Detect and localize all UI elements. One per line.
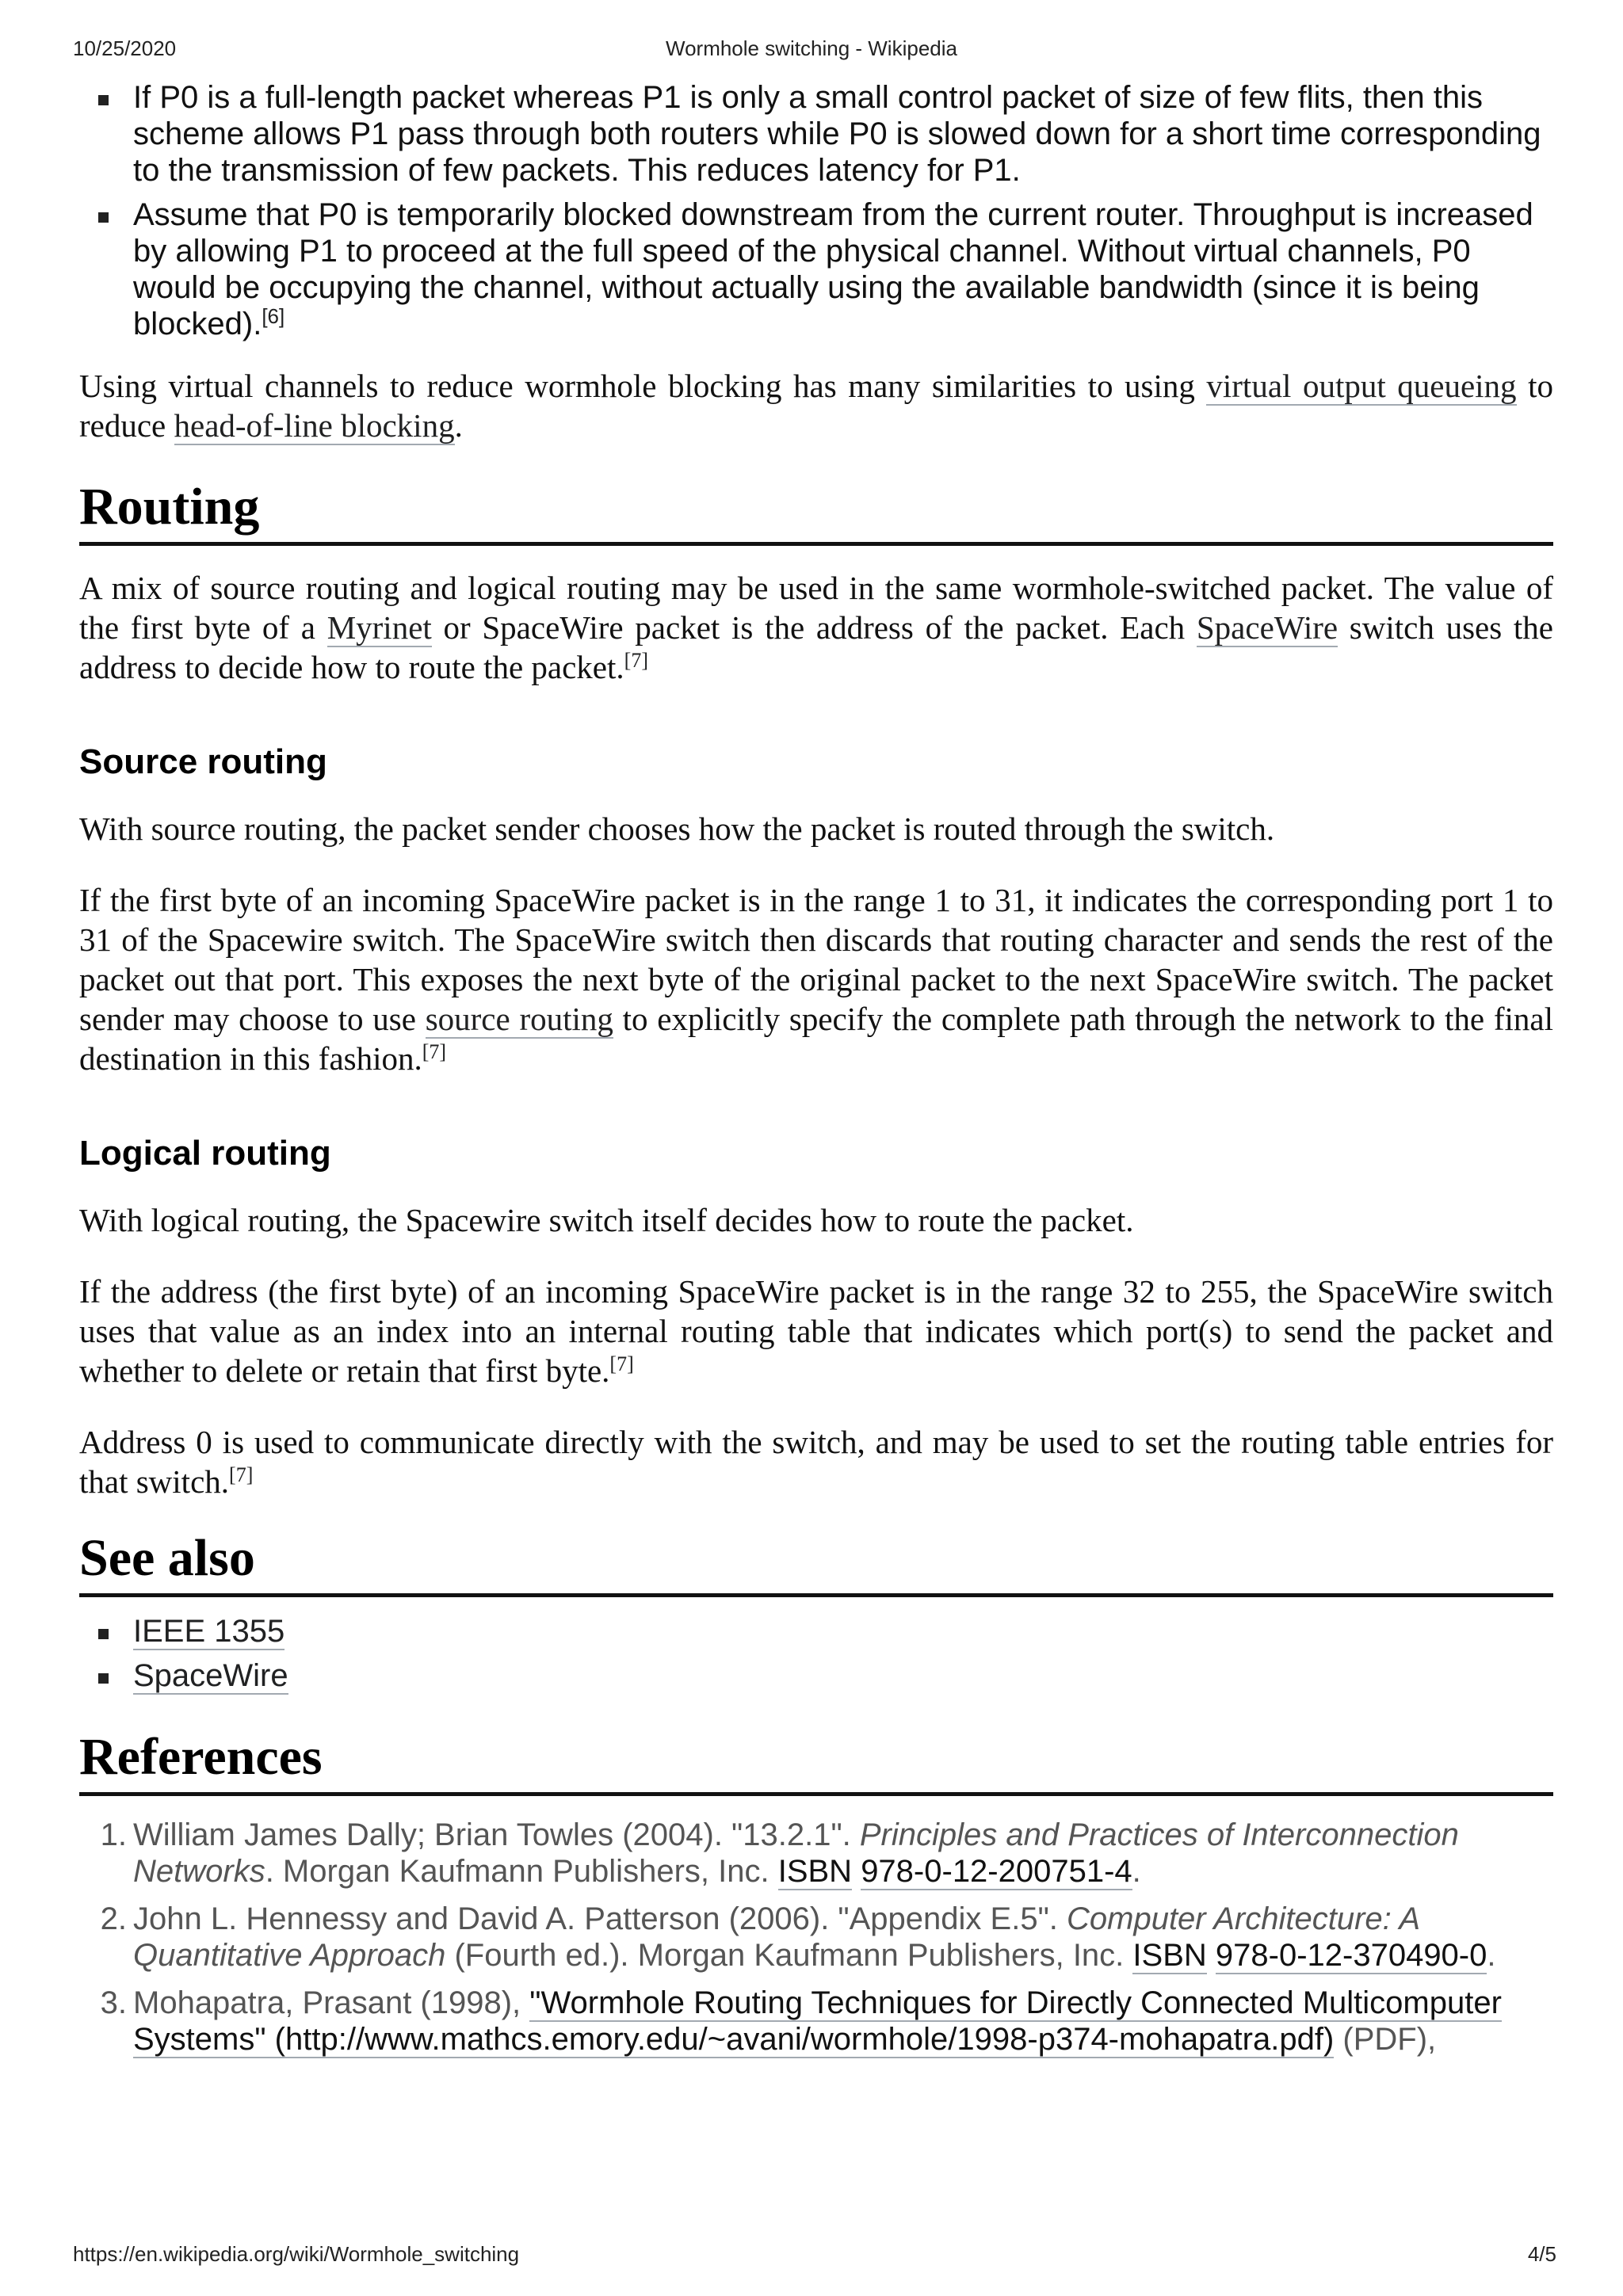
text-run: to explicitly specify the complete path through the network to the final destination in this fashion. (79, 1001, 1553, 1077)
text-run: Mohapatra, Prasant (1998), (133, 1985, 530, 2020)
print-footer (0, 2242, 1623, 2274)
text-run: William James Dally; Brian Towles (2004). "13.2.1". (133, 1817, 860, 1852)
text-run: Address 0 is used to communicate directly with the switch, and may be used to set the routing table entries for that switch. (79, 1424, 1553, 1500)
paragraph-logical-routing-intro: With logical routing, the Spacewire switch itself decides how to route the packet. (79, 1202, 1134, 1238)
isbn-link[interactable]: 978-0-12-370490-0 (1215, 1938, 1487, 1973)
citation-ref[interactable] (624, 649, 648, 672)
reference-number: 3. (100, 1985, 127, 2020)
print-url: https://en.wikipedia.org/wiki/Wormhole_switching (73, 2242, 520, 2266)
bullet-text: Assume that P0 is temporarily blocked downstream from the current router. Throughput is increased by allowing P1 to proceed at the full speed of the physical channel. Without virtual channels, P0 would be occupying the channel, without actually using the available bandwidth (since it is being blocked). (133, 197, 1533, 341)
reference-pdf-link[interactable]: "Wormhole Routing Techniques for Directly Connected Multicomputer Systems" (http://www.mathcs.emory.edu/~avani/wormhole/1998-p374-mohapatra.pdf) (133, 1985, 1502, 2057)
paragraph-virtual-channels (79, 366, 1553, 445)
text-run: (PDF), (1334, 2022, 1437, 2057)
reference-title: Principles and Practices of Interconnection Networks (133, 1817, 1459, 1889)
bullet-icon (98, 212, 109, 223)
reference-number: 1. (100, 1817, 127, 1852)
heading-logical-routing: Logical routing (79, 1134, 331, 1173)
print-date: 10/25/2020 (73, 36, 177, 60)
text-run: . Morgan Kaufmann Publishers, Inc. (265, 1854, 778, 1889)
link-head-of-line-blocking[interactable]: head-of-line blocking (174, 407, 455, 444)
heading-references: References (79, 1726, 1553, 1796)
bullet-text: If P0 is a full-length packet whereas P1 is only a small control packet of size of few flits, then this scheme allows P1 pass through both routers while P0 is slowed down for a short time corresponding to the transmission of few packets. This reduces latency for P1. (133, 80, 1541, 188)
page-number: 4/5 (1527, 2242, 1556, 2266)
citation-ref[interactable] (229, 1463, 253, 1486)
paragraph-address-zero (79, 1422, 1553, 1501)
list-item (79, 1613, 1553, 1650)
text-run: John L. Hennessy and David A. Patterson (2006). "Appendix E.5". (133, 1901, 1067, 1936)
heading-routing: Routing (79, 475, 1553, 546)
citation-link[interactable]: [6] (262, 304, 285, 328)
list-item (79, 196, 1553, 342)
citation-link[interactable]: [7] (624, 649, 648, 672)
paragraph-logical-routing-detail (79, 1272, 1553, 1390)
link-ieee-1355[interactable]: IEEE 1355 (133, 1614, 285, 1649)
reference-title: Computer Architecture: A Quantitative Approach (133, 1901, 1419, 1973)
link-source-routing[interactable]: source routing (425, 1001, 613, 1037)
paragraph-source-routing-intro: With source routing, the packet sender chooses how the packet is routed through the switch. (79, 810, 1275, 847)
link-virtual-output-queueing[interactable]: virtual output queueing (1206, 368, 1517, 404)
isbn-link[interactable]: 978-0-12-200751-4 (861, 1854, 1132, 1889)
citation-ref[interactable] (422, 1040, 446, 1063)
article-content (79, 79, 1553, 2069)
text-run: A mix of source routing and logical routing may be used in the same wormhole-switched packet. The value of the first byte of a (79, 570, 1553, 646)
text-run: If the address (the first byte) of an incoming SpaceWire packet is in the range 32 to 255, the SpaceWire switch uses that value as an index into an internal routing table that indicates which port(s) to send the packet and whether to delete or retain that first byte. (79, 1273, 1553, 1389)
citation-link[interactable]: [7] (609, 1352, 634, 1375)
link-spacewire-see-also[interactable]: SpaceWire (133, 1658, 288, 1693)
paragraph-routing (79, 568, 1553, 687)
isbn-label-link[interactable]: ISBN (777, 1854, 853, 1889)
see-also-list (79, 1613, 1553, 1694)
link-spacewire[interactable]: SpaceWire (1196, 609, 1338, 646)
link-myrinet[interactable]: Myrinet (327, 609, 432, 646)
citation-ref[interactable] (262, 304, 285, 328)
citation-link[interactable]: [7] (422, 1040, 447, 1063)
reference-number: 2. (100, 1901, 127, 1936)
text-run: to reduce (79, 368, 1553, 444)
text-run: Using virtual channels to reduce wormhole blocking has many similarities to using (79, 368, 1207, 404)
bullet-icon (98, 95, 109, 105)
text-run: (Fourth ed.). Morgan Kaufmann Publishers, Inc. (445, 1938, 1133, 1973)
heading-see-also: See also (79, 1527, 1553, 1597)
bullet-list (79, 79, 1553, 342)
text-run: or SpaceWire packet is the address of the packet. Each (431, 609, 1197, 646)
text-run: . (1132, 1854, 1141, 1889)
text-run: switch uses the address to decide how to route the packet. (79, 609, 1553, 685)
print-title: Wormhole switching - Wikipedia (666, 36, 957, 60)
reference-item (79, 1985, 1553, 2058)
reference-item (79, 1901, 1553, 1974)
list-item (79, 79, 1553, 189)
text-run: . (454, 407, 463, 444)
heading-source-routing: Source routing (79, 742, 327, 781)
list-item (79, 1657, 1553, 1694)
bullet-icon (98, 1629, 109, 1639)
print-header (0, 36, 1623, 68)
reference-item (79, 1817, 1553, 1890)
bullet-icon (98, 1673, 109, 1684)
citation-link[interactable]: [7] (229, 1463, 254, 1486)
references-list (79, 1817, 1553, 2058)
citation-ref[interactable] (609, 1352, 633, 1375)
text-run: If the first byte of an incoming SpaceWire packet is in the range 1 to 31, it indicates the corresponding port 1 to 31 of the Spacewire switch. The SpaceWire switch then discards that routing character and sends the rest of the packet out that port. This exposes the next byte of the original packet to the next SpaceWire switch. The packet sender may choose to use (79, 882, 1553, 1037)
text-run: . (1487, 1938, 1496, 1973)
paragraph-source-routing-detail (79, 880, 1553, 1078)
isbn-label-link[interactable]: ISBN (1132, 1938, 1207, 1973)
